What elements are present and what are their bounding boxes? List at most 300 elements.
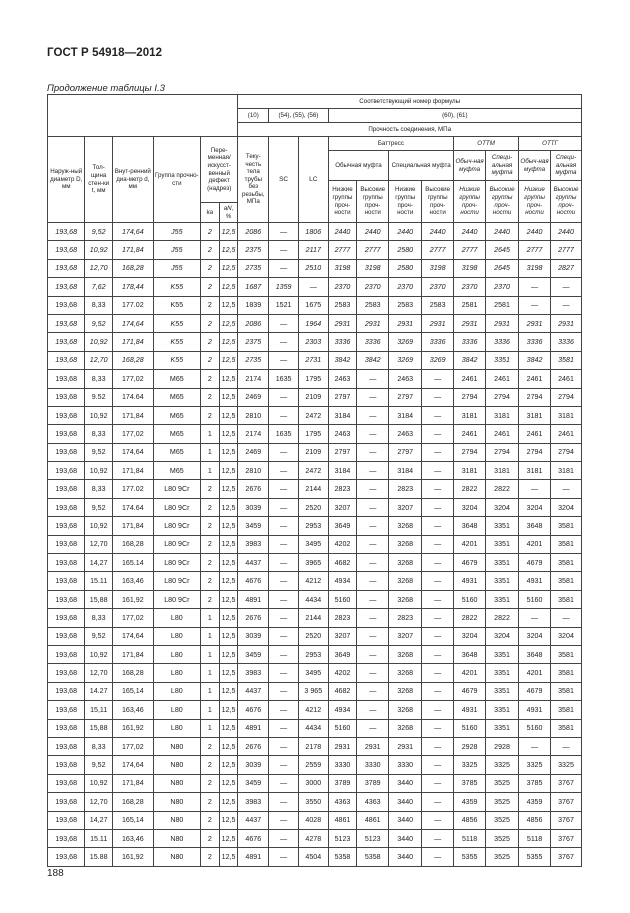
table-cell: 12,5	[219, 443, 238, 461]
table-cell: 3983	[238, 535, 269, 553]
table-cell: —	[422, 682, 454, 700]
table-cell: 12,5	[219, 259, 238, 277]
table-cell: 3785	[454, 774, 486, 792]
table-cell: 1	[201, 701, 220, 719]
table-cell: 15,88	[85, 590, 113, 608]
table-cell: 168,28	[112, 664, 153, 682]
table-cell: 4676	[238, 572, 269, 590]
table-cell: 171,84	[112, 406, 153, 424]
header-ottg-regular: Обыч-ная муфта	[519, 151, 551, 181]
table-cell: —	[422, 443, 454, 461]
table-cell: 12,5	[219, 848, 238, 866]
table-cell: 2931	[486, 314, 519, 332]
table-cell: —	[269, 498, 299, 516]
table-cell: 2797	[328, 388, 357, 406]
table-cell: —	[519, 296, 551, 314]
table-cell: 177,02	[112, 370, 153, 388]
table-cell: 3789	[328, 774, 357, 792]
table-cell: 3204	[486, 627, 519, 645]
table-cell: 2794	[551, 388, 582, 406]
table-cell: 2469	[238, 443, 269, 461]
table-cell: —	[422, 572, 454, 590]
table-cell: 174.64	[112, 388, 153, 406]
table-cell: 3581	[551, 554, 582, 572]
table-cell: 171,84	[112, 462, 153, 480]
table-cell: 193,68	[48, 462, 85, 480]
table-cell: 2375	[238, 241, 269, 259]
table-cell: 3440	[389, 829, 422, 847]
table-cell: 3459	[238, 517, 269, 535]
table-cell: —	[422, 609, 454, 627]
table-row	[48, 793, 582, 811]
table-cell: 168,28	[112, 259, 153, 277]
table-cell: —	[422, 774, 454, 792]
table-cell: 12,5	[219, 829, 238, 847]
table-cell: 3336	[357, 333, 389, 351]
table-cell: 3581	[551, 664, 582, 682]
table-cell: 193,68	[48, 572, 85, 590]
table-cell: 3525	[486, 811, 519, 829]
table-cell: N80	[153, 756, 200, 774]
table-cell: —	[357, 406, 389, 424]
table-cell: 193,68	[48, 241, 85, 259]
table-cell: 12,5	[219, 774, 238, 792]
table-cell: 193,68	[48, 664, 85, 682]
table-cell: 2810	[238, 406, 269, 424]
table-cell: M65	[153, 388, 200, 406]
table-cell: 4437	[238, 682, 269, 700]
table-cell: M65	[153, 406, 200, 424]
table-cell: 3207	[328, 627, 357, 645]
table-cell: 3351	[486, 682, 519, 700]
table-cell: 7,62	[85, 278, 113, 296]
table-cell: 12,70	[85, 259, 113, 277]
table-cell: 193,68	[48, 682, 85, 700]
table-cell: 3495	[298, 664, 328, 682]
table-cell: 2777	[357, 241, 389, 259]
table-cell: 12,5	[219, 278, 238, 296]
table-cell: 12,5	[219, 590, 238, 608]
table-cell: 3268	[389, 701, 422, 719]
table-cell: 3336	[486, 333, 519, 351]
table-cell: 168,28	[112, 535, 153, 553]
table-cell: 1	[201, 645, 220, 663]
table-cell: 193,68	[48, 370, 85, 388]
table-cell: 2580	[389, 259, 422, 277]
table-cell: 4931	[454, 701, 486, 719]
table-cell: 2953	[298, 517, 328, 535]
table-cell: M65	[153, 425, 200, 443]
table-cell: 3325	[486, 756, 519, 774]
table-cell: —	[357, 609, 389, 627]
table-cell: 2822	[454, 480, 486, 498]
table-cell: 10,92	[85, 241, 113, 259]
table-cell: 3351	[486, 554, 519, 572]
table-cell: 3351	[486, 701, 519, 719]
table-cell: 2	[201, 774, 220, 792]
header-ottg-high: Высокие группы проч-ности	[551, 181, 582, 223]
table-cell: 2461	[454, 425, 486, 443]
table-row	[48, 737, 582, 755]
table-cell: 4856	[519, 811, 551, 829]
header-ottg: ОТТГ	[519, 137, 582, 151]
table-cell: 2472	[298, 462, 328, 480]
table-cell: 3459	[238, 645, 269, 663]
table-cell: —	[519, 278, 551, 296]
table-cell: 2440	[357, 223, 389, 241]
table-cell: 193,68	[48, 609, 85, 627]
table-cell: 12,5	[219, 627, 238, 645]
table-cell: 3459	[238, 774, 269, 792]
table-cell: 2822	[454, 609, 486, 627]
table-cell: 2931	[389, 314, 422, 332]
table-cell: 1	[201, 462, 220, 480]
table-row	[48, 572, 582, 590]
table-cell: 1675	[298, 296, 328, 314]
table-cell: 3767	[551, 774, 582, 792]
table-cell: 2440	[551, 223, 582, 241]
table-cell: 3330	[357, 756, 389, 774]
table-cell: 4934	[328, 701, 357, 719]
table-cell: 3204	[454, 498, 486, 516]
table-cell: 2469	[238, 388, 269, 406]
table-cell: —	[519, 737, 551, 755]
table-cell: 3842	[519, 351, 551, 369]
table-cell: —	[357, 517, 389, 535]
table-cell: 3842	[454, 351, 486, 369]
table-row	[48, 517, 582, 535]
table-cell: 2461	[486, 370, 519, 388]
table-cell: 10,92	[85, 406, 113, 424]
table-cell: 12,5	[219, 682, 238, 700]
table-cell: 4437	[238, 811, 269, 829]
table-cell: 2	[201, 811, 220, 829]
table-cell: 3184	[389, 462, 422, 480]
table-cell: —	[422, 719, 454, 737]
table-cell: 12,5	[219, 701, 238, 719]
table-cell: N80	[153, 774, 200, 792]
table-cell: 3351	[486, 535, 519, 553]
table-cell: 3204	[519, 498, 551, 516]
table-cell: —	[422, 701, 454, 719]
table-cell: 193,68	[48, 701, 85, 719]
table-cell: 193,68	[48, 811, 85, 829]
table-cell: 12,5	[219, 223, 238, 241]
table-cell: —	[269, 719, 299, 737]
table-cell: 4679	[519, 554, 551, 572]
table-cell: —	[422, 462, 454, 480]
table-cell: 12,5	[219, 351, 238, 369]
table-cell: 193,68	[48, 829, 85, 847]
table-cell: —	[298, 278, 328, 296]
table-cell: 12,5	[219, 719, 238, 737]
table-cell: 4931	[454, 572, 486, 590]
table-cell: 2	[201, 296, 220, 314]
table-cell: —	[269, 848, 299, 866]
table-cell: 8,33	[85, 296, 113, 314]
table-cell: 4934	[328, 572, 357, 590]
table-cell: 2645	[486, 241, 519, 259]
table-cell: 2178	[298, 737, 328, 755]
table-cell: 14,27	[85, 554, 113, 572]
header-special-coupling: Специальная муфта	[389, 151, 454, 181]
table-cell: —	[422, 664, 454, 682]
table-cell: 2735	[238, 351, 269, 369]
table-cell: 1806	[298, 223, 328, 241]
table-cell: —	[551, 278, 582, 296]
table-row	[48, 627, 582, 645]
table-cell: 193,68	[48, 774, 85, 792]
table-cell: 3268	[389, 682, 422, 700]
header-ottm-low: Низкие группы проч-ности	[454, 181, 486, 223]
table-cell: 3336	[551, 333, 582, 351]
table-cell: —	[422, 370, 454, 388]
table-cell: 4437	[238, 554, 269, 572]
table-cell: 2117	[298, 241, 328, 259]
table-cell: 4679	[454, 554, 486, 572]
table-cell: 12,70	[85, 793, 113, 811]
table-cell: 3336	[519, 333, 551, 351]
table-cell: 3649	[328, 645, 357, 663]
table-cell: 12,5	[219, 296, 238, 314]
table-cell: 2461	[486, 425, 519, 443]
table-cell: —	[269, 462, 299, 480]
table-row	[48, 590, 582, 608]
table-cell: 1	[201, 664, 220, 682]
table-cell: 2794	[519, 388, 551, 406]
table-cell: 193,68	[48, 296, 85, 314]
table-cell: —	[269, 517, 299, 535]
table-cell: —	[269, 443, 299, 461]
table-cell: 2	[201, 314, 220, 332]
table-row	[48, 480, 582, 498]
table-cell: 15.11	[85, 829, 113, 847]
table-cell: 2472	[298, 406, 328, 424]
table-cell: 193,68	[48, 517, 85, 535]
table-cell: —	[269, 811, 299, 829]
table-cell: 9,52	[85, 756, 113, 774]
table-cell: L80	[153, 627, 200, 645]
table-row	[48, 406, 582, 424]
table-cell: 2	[201, 351, 220, 369]
table-cell: L80	[153, 664, 200, 682]
table-cell: 4861	[328, 811, 357, 829]
table-cell: 1	[201, 682, 220, 700]
table-cell: —	[551, 737, 582, 755]
table-cell: 193,68	[48, 737, 85, 755]
table-cell: 2461	[551, 425, 582, 443]
table-cell: 2645	[486, 259, 519, 277]
table-cell: 161,92	[112, 848, 153, 866]
table-cell: 2583	[328, 296, 357, 314]
table-cell: L80 9Cr	[153, 517, 200, 535]
table-cell: 3789	[357, 774, 389, 792]
table-cell: 174,64	[112, 443, 153, 461]
table-cell: —	[422, 480, 454, 498]
table-cell: 3207	[389, 498, 422, 516]
table-cell: 3965	[298, 554, 328, 572]
table-cell: 2	[201, 756, 220, 774]
table-cell: 4028	[298, 811, 328, 829]
table-cell: 174,64	[112, 223, 153, 241]
table-row	[48, 645, 582, 663]
table-cell: L80	[153, 701, 200, 719]
table-cell: 3525	[486, 793, 519, 811]
table-cell: 193,68	[48, 351, 85, 369]
table-cell: —	[269, 351, 299, 369]
table-cell: 163,46	[112, 829, 153, 847]
table-cell: 2735	[238, 259, 269, 277]
table-cell: 193,68	[48, 443, 85, 461]
table-cell: 171,84	[112, 645, 153, 663]
table-cell: 4676	[238, 829, 269, 847]
table-cell: 2931	[454, 314, 486, 332]
table-cell: 163,46	[112, 572, 153, 590]
table-cell: 10,92	[85, 645, 113, 663]
table-cell: 2	[201, 480, 220, 498]
table-cell: 1839	[238, 296, 269, 314]
table-cell: 2794	[551, 443, 582, 461]
table-cell: 3184	[328, 462, 357, 480]
table-cell: 2	[201, 406, 220, 424]
table-cell: —	[269, 701, 299, 719]
table-cell: 3184	[328, 406, 357, 424]
table-cell: 12,5	[219, 333, 238, 351]
table-cell: 2461	[551, 370, 582, 388]
table-cell: 12,5	[219, 462, 238, 480]
table-cell: 193,68	[48, 278, 85, 296]
table-cell: 12,5	[219, 314, 238, 332]
table-cell: 2440	[454, 223, 486, 241]
table-cell: 177.02	[112, 296, 153, 314]
header-buttress-special-high: Высокие группы проч-ности	[422, 181, 454, 223]
table-cell: 5160	[454, 719, 486, 737]
table-cell: 12,5	[219, 554, 238, 572]
table-row	[48, 314, 582, 332]
table-cell: 2	[201, 793, 220, 811]
table-cell: K55	[153, 333, 200, 351]
table-cell: 3648	[519, 645, 551, 663]
table-cell: 5160	[519, 719, 551, 737]
table-row	[48, 535, 582, 553]
table-cell: 2	[201, 333, 220, 351]
table-cell: 4891	[238, 719, 269, 737]
table-cell: 4363	[357, 793, 389, 811]
table-cell: —	[269, 774, 299, 792]
table-cell: 1359	[269, 278, 299, 296]
table-cell: 3204	[551, 498, 582, 516]
table-cell: 3336	[328, 333, 357, 351]
table-cell: 3351	[486, 645, 519, 663]
table-cell: —	[357, 572, 389, 590]
table-row	[48, 664, 582, 682]
table-cell: 174.64	[112, 498, 153, 516]
table-cell: 2109	[298, 443, 328, 461]
table-cell: 174,64	[112, 314, 153, 332]
table-cell: 171,84	[112, 517, 153, 535]
table-cell: 4212	[298, 572, 328, 590]
table-cell: —	[357, 645, 389, 663]
table-cell: 3351	[486, 572, 519, 590]
header-regular-coupling: Обычная муфта	[328, 151, 389, 181]
table-cell: —	[269, 333, 299, 351]
table-cell: 3649	[328, 517, 357, 535]
table-cell: 3581	[551, 572, 582, 590]
table-cell: J55	[153, 259, 200, 277]
table-cell: 2581	[454, 296, 486, 314]
table-cell: 2174	[238, 425, 269, 443]
table-cell: 2510	[298, 259, 328, 277]
table-cell: 193,68	[48, 314, 85, 332]
header-variable-defect: Пере-менная/ искусст-венный дефект (надрез)	[201, 137, 238, 203]
table-cell: 2931	[551, 314, 582, 332]
table-cell: 3269	[389, 351, 422, 369]
table-cell: 193,68	[48, 793, 85, 811]
table-cell: 2794	[519, 443, 551, 461]
table-cell: 165,14	[112, 811, 153, 829]
table-cell: 4682	[328, 554, 357, 572]
header-ottg-special: Специ-альная муфта	[551, 151, 582, 181]
table-cell: —	[269, 627, 299, 645]
table-cell: 168,28	[112, 351, 153, 369]
table-cell: 10,92	[85, 774, 113, 792]
table-cell: 5355	[519, 848, 551, 866]
table-cell: —	[422, 627, 454, 645]
table-cell: 193,68	[48, 645, 85, 663]
table-cell: —	[551, 480, 582, 498]
table-cell: 2931	[357, 737, 389, 755]
table-cell: 1795	[298, 370, 328, 388]
table-cell: 4504	[298, 848, 328, 866]
table-cell: 3351	[486, 590, 519, 608]
table-cell: 193,68	[48, 627, 85, 645]
table-cell: 5355	[454, 848, 486, 866]
header-buttress-special-low: Низкие группы проч-ности	[389, 181, 422, 223]
header-ottm: ОТТМ	[454, 137, 519, 151]
table-cell: 2144	[298, 480, 328, 498]
table-cell: —	[422, 535, 454, 553]
table-cell: 3440	[389, 793, 422, 811]
table-cell: —	[357, 370, 389, 388]
table-cell: —	[269, 737, 299, 755]
table-cell: —	[422, 829, 454, 847]
table-cell: 4201	[454, 664, 486, 682]
table-caption: Продолжение таблицы I.3	[47, 83, 165, 94]
table-cell: 4682	[328, 682, 357, 700]
table-cell: 193,68	[48, 259, 85, 277]
table-cell: 3269	[422, 351, 454, 369]
table-cell: 2797	[389, 388, 422, 406]
header-strength-title: Прочность соединения, МПа	[238, 123, 582, 137]
table-cell: 3 965	[298, 682, 328, 700]
table-cell: 2794	[486, 443, 519, 461]
table-cell: —	[357, 425, 389, 443]
table-body	[48, 223, 582, 867]
table-cell: 2463	[328, 425, 357, 443]
table-cell: 4201	[519, 664, 551, 682]
table-cell: 3767	[551, 848, 582, 866]
table-cell: 2440	[519, 223, 551, 241]
table-cell: 2777	[328, 241, 357, 259]
table-cell: 9,52	[85, 498, 113, 516]
table-cell: 3581	[551, 351, 582, 369]
table-cell: —	[357, 443, 389, 461]
table-cell: 2370	[357, 278, 389, 296]
header-ottm-high: Высокие группы проч-ности	[486, 181, 519, 223]
table-cell: —	[269, 314, 299, 332]
table-cell: 2	[201, 848, 220, 866]
table-row	[48, 701, 582, 719]
